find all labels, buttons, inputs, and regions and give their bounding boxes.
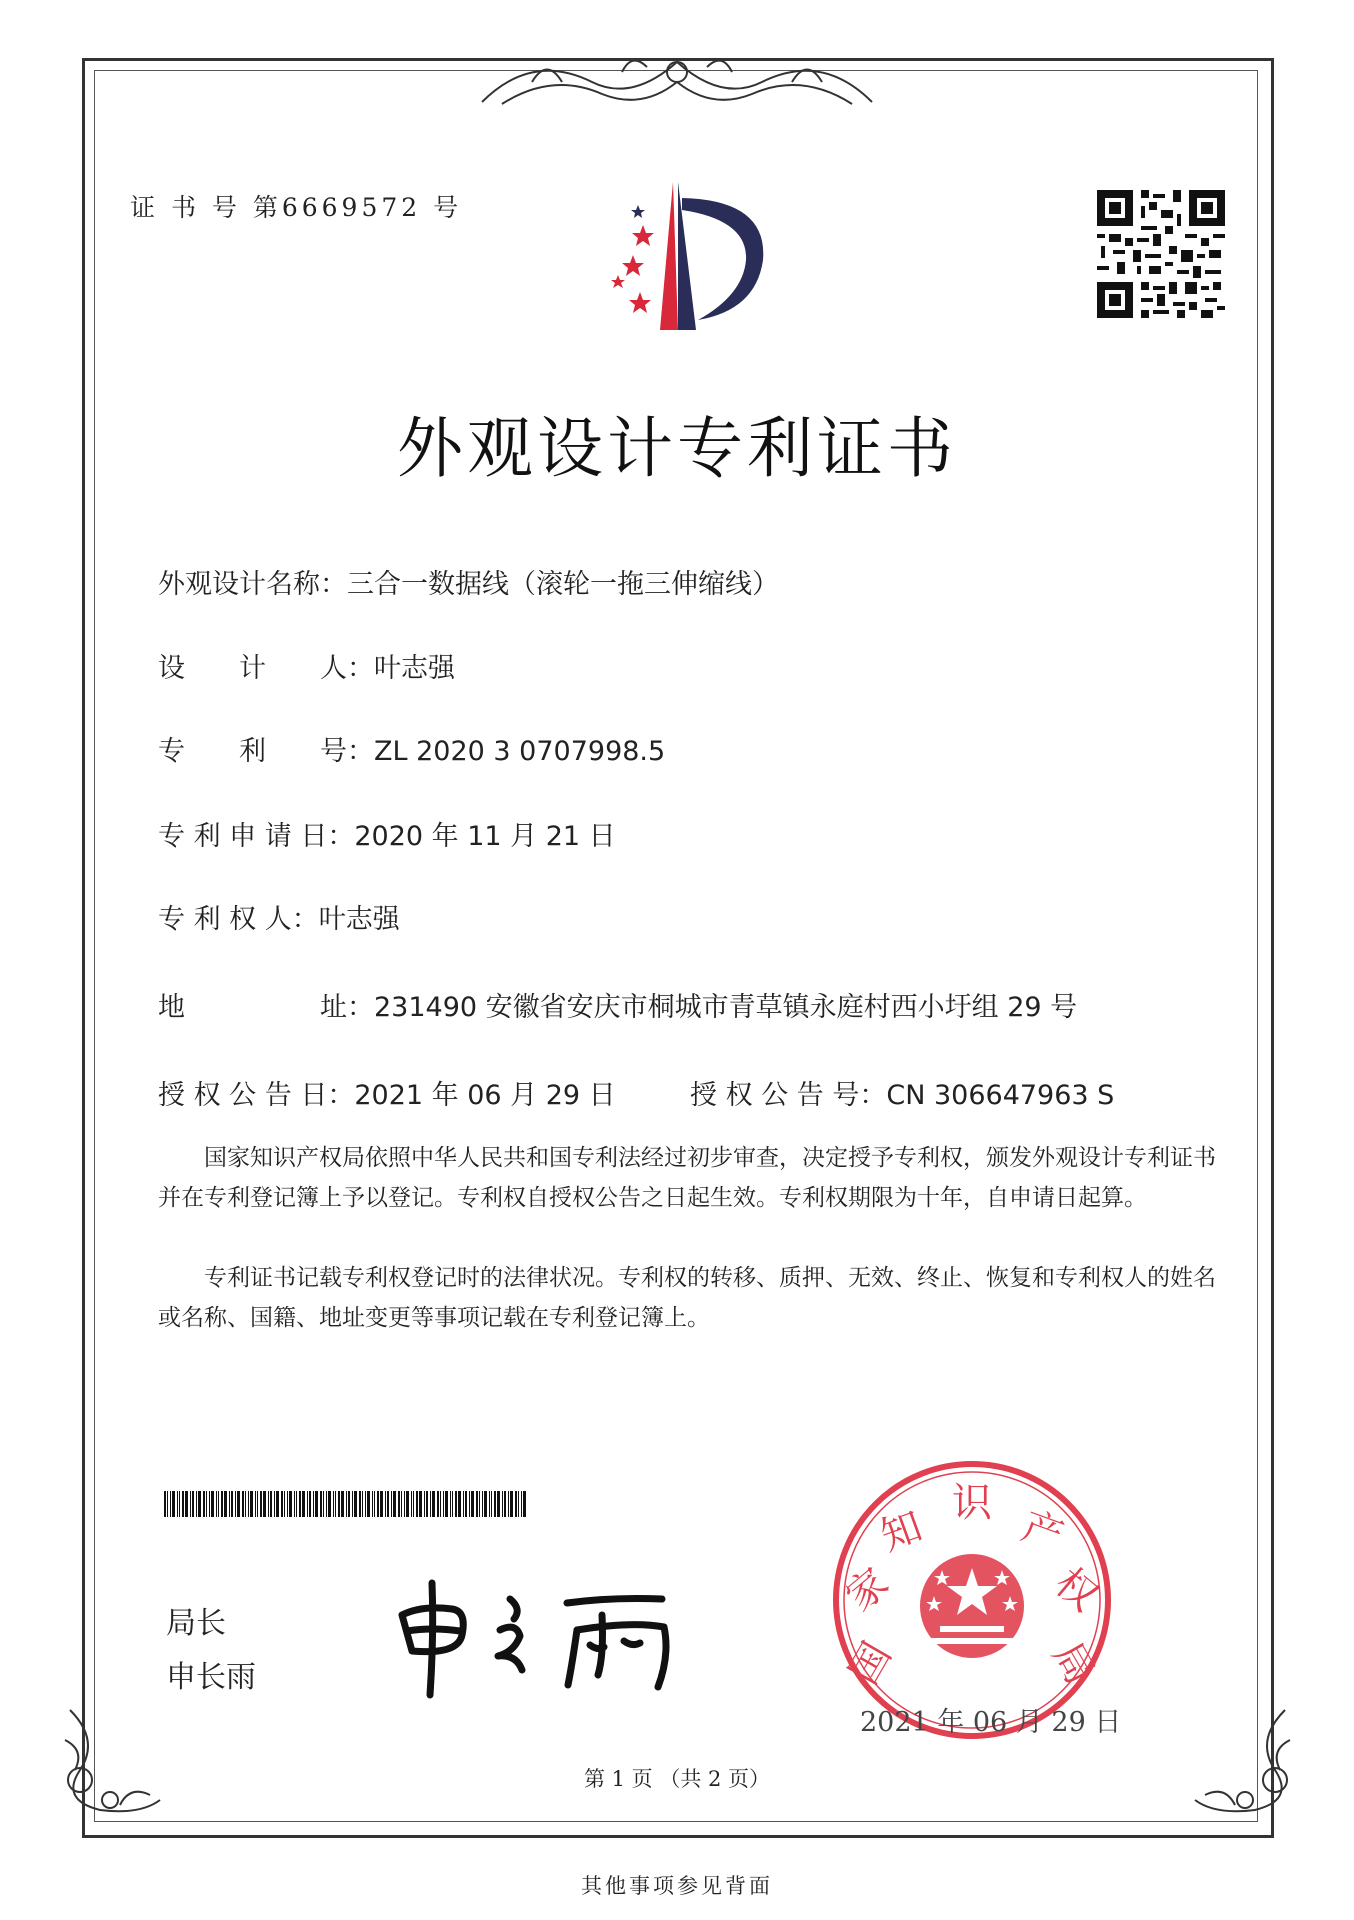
barcode-bar [287,1491,288,1517]
barcode-bar [296,1491,297,1517]
barcode-bar [307,1491,308,1517]
barcode-bar [203,1491,205,1517]
svg-text:家: 家 [837,1559,898,1621]
barcode-bar [190,1491,191,1517]
barcode-bar [482,1491,483,1517]
barcode-bar [374,1491,375,1517]
barcode-bar [393,1491,396,1517]
qr-code-icon [1097,190,1225,318]
barcode-bar [320,1491,322,1517]
svg-text:国: 国 [840,1634,901,1693]
barcode-bar [270,1491,272,1517]
patentee-label: 专 利 权 人： [158,904,319,935]
barcode-bar [391,1491,392,1517]
barcode-bar [335,1491,336,1517]
barcode-bar [521,1491,522,1517]
barcode-bar [385,1491,386,1517]
barcode-bar [497,1491,500,1517]
patent-number-row [158,729,665,768]
barcode-bar [484,1491,487,1517]
corner-ornament-icon [50,1700,170,1820]
barcode-bar [192,1491,194,1517]
address-label: 地 址： [158,992,374,1023]
barcode-bar [328,1491,331,1517]
barcode-bar [315,1491,318,1517]
svg-text:权: 权 [1046,1559,1107,1621]
barcode-bar [185,1491,188,1517]
barcode-bar [348,1491,350,1517]
barcode-bar [235,1491,236,1517]
barcode-bar [489,1491,490,1517]
designer-row [158,646,455,685]
barcode-bar [406,1491,409,1517]
barcode-bar [479,1491,480,1517]
svg-text:识: 识 [952,1480,992,1526]
grant-statement-paragraph: 国家知识产权局依照中华人民共和国专利法经过初步审查，决定授予专利权，颁发外观设计专利证书并在专利登记簿上予以登记。专利权自授权公告之日起生效。专利权期限为十年，自申请日起算。 [158,1145,1216,1211]
barcode-bar [229,1491,230,1517]
svg-text:产: 产 [1015,1503,1070,1561]
barcode-bar [182,1491,184,1517]
barcode-bar [445,1491,448,1517]
barcode-bar [338,1491,340,1517]
barcode-bar [424,1491,425,1517]
barcode-bar [326,1491,327,1517]
certificate-number: 证 书 号 第6669572 号 [130,193,463,222]
certificate-title: 外观设计专利证书 [397,410,957,487]
barcode-bar [268,1491,269,1517]
barcode-bar [452,1491,453,1517]
barcode-bar [198,1491,201,1517]
barcode-bar [346,1491,347,1517]
barcode-bar [432,1491,435,1517]
barcode-bar [289,1491,292,1517]
barcode-bar [469,1491,470,1517]
cnipa-logo-icon [578,180,798,340]
barcode-bar [443,1491,444,1517]
barcode-bar [437,1491,439,1517]
barcode-bar [284,1491,285,1517]
director-title: 局长 [166,1606,226,1641]
barcode-bar [333,1491,334,1517]
filing-date-row [158,814,616,853]
barcode-bar [398,1491,400,1517]
address-row [158,985,1077,1024]
grant-publication-row [690,1073,1114,1112]
barcode-bar [323,1491,324,1517]
grant-date-value: 2021 年 06 月 29 日 [354,1080,616,1111]
grant-publication-value: CN 306647963 S [886,1080,1115,1111]
barcode-bar [250,1491,253,1517]
barcode-bar [248,1491,249,1517]
barcode-bar [206,1491,207,1517]
barcode-bar [359,1491,361,1517]
barcode-bar [354,1491,357,1517]
barcode-bar [237,1491,240,1517]
barcode-bar [167,1491,168,1517]
legal-status-paragraph: 专利证书记载专利权登记时的法律状况。专利权的转移、质押、无效、终止、恢复和专利权人的姓名或名称、国籍、地址变更等事项记载在专利登记簿上。 [158,1265,1216,1331]
footer-note: 其他事项参见背面 [581,1874,773,1898]
barcode-bar [172,1491,175,1517]
barcode-bar [362,1491,363,1517]
barcode-bar [352,1491,353,1517]
barcode-bar [476,1491,478,1517]
barcode-icon [164,1491,526,1517]
design-name-value: 三合一数据线（滚轮一拖三伸缩线） [347,569,779,600]
barcode-bar [281,1491,283,1517]
barcode-bar [491,1491,492,1517]
barcode-bar [510,1491,513,1517]
barcode-bar [313,1491,314,1517]
barcode-bar [218,1491,219,1517]
barcode-bar [377,1491,379,1517]
barcode-bar [450,1491,451,1517]
barcode-bar [416,1491,418,1517]
barcode-bar [209,1491,210,1517]
barcode-bar [458,1491,461,1517]
barcode-bar [471,1491,474,1517]
barcode-bar [221,1491,223,1517]
barcode-bar [419,1491,422,1517]
barcode-bar [401,1491,402,1517]
grant-date-row [158,1073,616,1112]
seal-date: 2021 年 06 月 29 日 [860,1707,1122,1738]
barcode-bar [257,1491,258,1517]
barcode-bar [426,1491,428,1517]
designer-value: 叶志强 [374,653,455,684]
filing-date-label: 专 利 申 请 日： [158,821,355,852]
design-name-row [158,562,779,601]
designer-label: 设 计 人： [158,653,374,684]
barcode-bar [380,1491,383,1517]
barcode-bar [465,1491,467,1517]
barcode-bar [263,1491,266,1517]
barcode-bar [367,1491,370,1517]
barcode-bar [518,1491,519,1517]
barcode-bar [463,1491,464,1517]
barcode-bar [245,1491,246,1517]
svg-text:局: 局 [1043,1634,1104,1693]
design-name-label: 外观设计名称： [158,569,347,600]
barcode-bar [164,1491,166,1517]
barcode-bar [341,1491,344,1517]
corner-ornament-icon [1185,1700,1305,1820]
barcode-bar [523,1491,526,1517]
barcode-bar [404,1491,405,1517]
page-number: 第 1 页 （共 2 页） [583,1767,771,1791]
barcode-bar [413,1491,414,1517]
barcode-bar [387,1491,389,1517]
barcode-bar [274,1491,275,1517]
barcode-bar [515,1491,517,1517]
barcode-bar [455,1491,457,1517]
barcode-bar [177,1491,178,1517]
barcode-bar [224,1491,227,1517]
barcode-bar [242,1491,244,1517]
barcode-bar [411,1491,412,1517]
barcode-bar [299,1491,301,1517]
barcode-bar [302,1491,305,1517]
barcode-bar [508,1491,509,1517]
top-ornament-icon [472,42,882,122]
patentee-value: 叶志强 [318,904,400,935]
filing-date-value: 2020 年 11 月 21 日 [354,821,616,852]
barcode-bar [211,1491,214,1517]
barcode-bar [430,1491,431,1517]
barcode-bar [260,1491,262,1517]
barcode-bar [309,1491,311,1517]
barcode-bar [502,1491,503,1517]
patentee-row [158,897,400,936]
barcode-bar [231,1491,233,1517]
barcode-bar [255,1491,256,1517]
barcode-bar [294,1491,295,1517]
grant-publication-label: 授 权 公 告 号： [690,1080,887,1111]
svg-text:知: 知 [874,1503,929,1561]
address-value: 231490 安徽省安庆市桐城市青草镇永庭村西小圩组 29 号 [374,992,1078,1023]
barcode-bar [216,1491,217,1517]
barcode-bar [179,1491,180,1517]
director-name: 申长雨 [166,1660,256,1695]
director-signature-icon [392,1575,692,1705]
barcode-bar [170,1491,171,1517]
patent-number-value: ZL 2020 3 0707998.5 [374,736,666,767]
barcode-bar [372,1491,373,1517]
barcode-bar [504,1491,506,1517]
barcode-bar [276,1491,279,1517]
barcode-bar [494,1491,496,1517]
barcode-bar [196,1491,197,1517]
grant-date-label: 授 权 公 告 日： [158,1080,355,1111]
patent-number-label: 专 利 号： [158,736,374,767]
barcode-bar [440,1491,441,1517]
barcode-bar [365,1491,366,1517]
